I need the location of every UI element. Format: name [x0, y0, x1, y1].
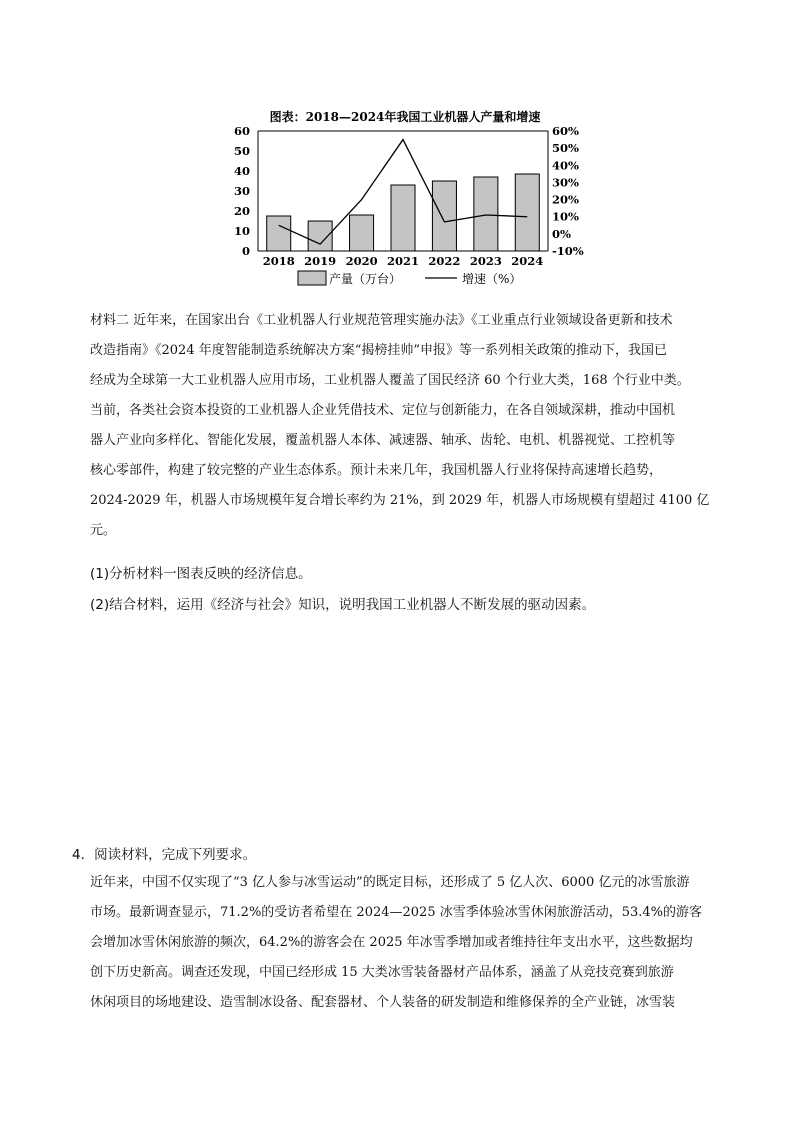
- y-left-tick-label: 20: [233, 204, 250, 218]
- legend-bar-label: 产量（万台）: [329, 272, 402, 286]
- material-line: 元。: [90, 523, 117, 538]
- y-right-tick-label: 30%: [552, 175, 579, 190]
- x-tick-label: 2019: [304, 254, 337, 268]
- y-right-tick-label: 10%: [552, 209, 579, 224]
- x-tick-label: 2023: [469, 254, 502, 268]
- y-right-tick-label: 50%: [552, 141, 579, 156]
- chart-title: 图表：2018—2024年我国工业机器人产量和增速: [269, 110, 541, 124]
- y-right-tick-label: 60%: [552, 124, 579, 138]
- material-line: 当前，各类社会资本投资的工业机器人企业凭借技术、定位与创新能力，在各自领域深耕，推动中国机: [90, 403, 676, 418]
- production-bar: [391, 185, 415, 251]
- question-1: (1)分析材料一图表反映的经济信息。: [90, 566, 312, 582]
- section-4-heading: [72, 843, 256, 863]
- production-bar: [432, 181, 456, 251]
- production-bar: [350, 215, 374, 251]
- y-left-tick-label: 10: [233, 224, 250, 238]
- production-bar: [474, 177, 498, 251]
- x-tick-label: 2020: [345, 254, 378, 268]
- material-line: 会增加冰雪休闲旅游的频次，64.2%的游客会在 2025 年冰雪季增加或者维持往年支出水平，这些数据均: [90, 935, 693, 950]
- material-line: 市场。最新调查显示，71.2%的受访者希望在 2024—2025 冰雪季体验冰雪休闲旅游活动，53.4%的游客: [90, 905, 703, 920]
- section-number: 4．: [72, 847, 95, 863]
- x-tick-label: 2021: [386, 254, 420, 268]
- material-line: 休闲项目的场地建设、造雪制冰设备、配套器材、个人装备的研发制造和维修保养的全产业链，冰雪装: [90, 995, 676, 1010]
- material-two: [90, 306, 730, 546]
- y-left-tick-label: 0: [241, 244, 250, 258]
- production-bar: [515, 174, 539, 251]
- y-left-tick-label: 40: [233, 164, 250, 178]
- material-line: 核心零部件，构建了较完整的产业生态体系。预计未来几年，我国机器人行业将保持高速增长趋势，: [90, 463, 663, 478]
- material-line: 创下历史新高。调查还发现，中国已经形成 15 大类冰雪装备器材产品体系，涵盖了从竞技竞赛到旅游: [90, 965, 674, 980]
- material-line: 近年来，中国不仅实现了“3 亿人参与冰雪运动”的既定目标，还形成了 5 亿人次、6000 亿元的冰雪旅游: [90, 875, 690, 890]
- production-bar: [267, 216, 291, 251]
- section-4-material: [90, 868, 730, 1018]
- y-right-tick-label: 40%: [552, 158, 579, 173]
- y-left-tick-label: 30: [233, 184, 250, 198]
- material-line: 经成为全球第一大工业机器人应用市场，工业机器人覆盖了国民经济 60 个行业大类，168 个行业中类。: [90, 373, 690, 388]
- y-right-tick-label: -10%: [552, 244, 584, 258]
- legend-bar-swatch: [298, 271, 326, 285]
- y-left-tick-label: 60: [233, 124, 250, 138]
- material-line: 改造指南》《2024 年度智能制造系统解决方案“揭榜挂帅”申报》等一系列相关政策的推动下，我国已: [90, 343, 668, 358]
- question-2: (2)结合材料，运用《经济与社会》知识，说明我国工业机器人不断发展的驱动因素。: [90, 597, 596, 613]
- y-right-tick-label: 20%: [552, 192, 579, 207]
- y-right-tick-label: 0%: [552, 226, 571, 241]
- material-line: 器人产业向多样化、智能化发展，覆盖机器人本体、减速器、轴承、齿轮、电机、机器视觉、工控机等: [90, 433, 676, 448]
- x-tick-label: 2018: [262, 254, 295, 268]
- chart-legend: [298, 271, 521, 286]
- material-line: 材料二 近年来，在国家出台《工业机器人行业规范管理实施办法》《工业重点行业领域设备更新和技术: [90, 313, 673, 328]
- x-tick-label: 2022: [428, 254, 461, 268]
- robot-production-chart: [225, 105, 585, 293]
- section-instruction: 阅读材料，完成下列要求。: [94, 847, 257, 863]
- legend-line-label: 增速（%）: [462, 272, 522, 286]
- x-tick-label: 2024: [511, 254, 544, 268]
- material-line: 2024-2029 年，机器人市场规模年复合增长率约为 21%，到 2029 年，机器人市场规模有望超过 4100 亿: [90, 493, 710, 508]
- y-left-tick-label: 50: [233, 144, 250, 158]
